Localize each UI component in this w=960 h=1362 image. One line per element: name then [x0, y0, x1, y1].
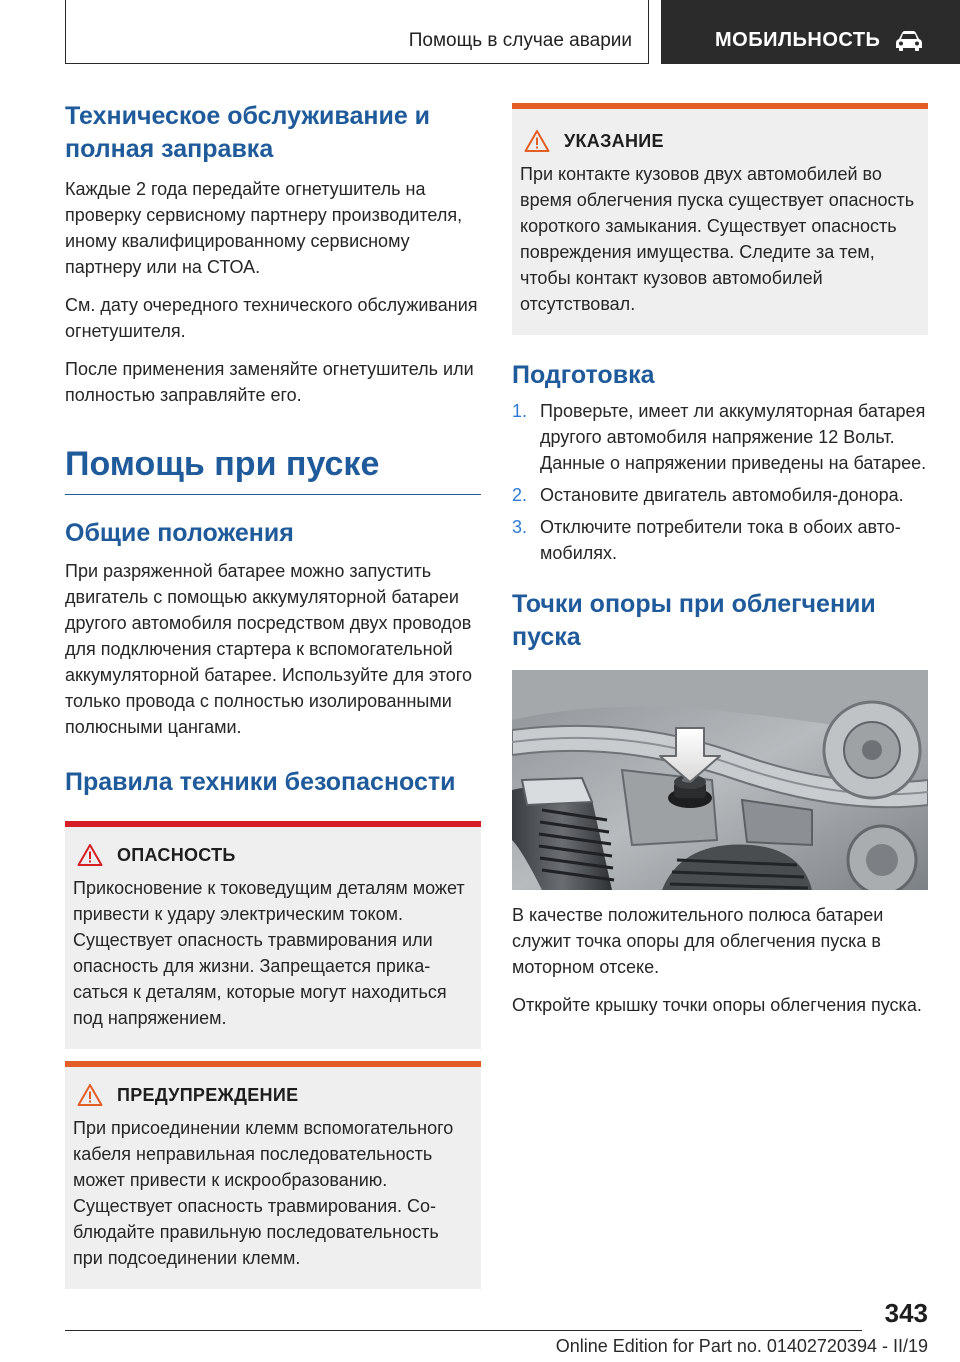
jump-start-heading: Помощь при пуске — [65, 442, 481, 495]
notice-title: УКАЗАНИЕ — [564, 130, 664, 151]
header-chapter-box — [65, 0, 649, 64]
warning-triangle-icon — [524, 129, 550, 153]
jump-points-paragraph-2: Откройте крышку точки опоры облегчения пуска. — [512, 995, 922, 1015]
right-column — [512, 103, 928, 1018]
list-item — [512, 514, 928, 566]
footer-divider — [65, 1330, 862, 1331]
danger-title: ОПАСНОСТЬ — [117, 844, 236, 865]
warning-text: При присоединении клемм вспомогательного кабеля неправильная последовательность может привести к искрообразованию. Существует опасность травмирования. Соблюдайте правильную последовательность при подсоединении клемм. — [73, 1118, 454, 1268]
list-item — [512, 398, 928, 476]
header-section-title: МОБИЛЬНОСТЬ — [715, 29, 881, 51]
preparation-steps — [512, 398, 928, 566]
header-section-box — [661, 0, 960, 64]
notice-box — [512, 103, 928, 335]
general-heading: Общие положения — [65, 519, 294, 547]
danger-text: Прикосновение к токоведущим деталям может привести к удару электрическим током. Существует опасность травмирования или опасность для жизни. Запрещается прикасаться к деталям, которые могут находиться под напряжением. — [73, 878, 465, 1028]
jump-points-paragraph-1: В качестве положительного полюса батареи служит точка опоры для облегчения пуска в моторном отсеке. — [512, 905, 884, 977]
maintenance-heading: Техническое обслуживание и полная заправка — [65, 102, 431, 163]
header-chapter-title: Помощь в случае аварии — [408, 30, 632, 51]
engine-bay-photo — [512, 670, 928, 890]
step-number: 2. — [512, 485, 528, 505]
jump-points-heading: Точки опоры при облегчении пуска — [512, 590, 876, 651]
step-text: Остановите двигатель автомобиля-донора. — [540, 485, 904, 505]
warning-triangle-icon — [77, 1083, 103, 1107]
warning-title: ПРЕДУПРЕЖДЕНИЕ — [117, 1084, 299, 1105]
step-text: Проверьте, имеет ли аккумуляторная батарея другого автомобиля напряжение 12 Вольт. Данные о напряжении приведены на батарее. — [540, 401, 927, 473]
step-text: Отключите потребители тока в обоих автомобилях. — [540, 517, 901, 563]
list-item — [512, 482, 928, 508]
footer-edition: Online Edition for Part no. 01402720394 - II/19 — [555, 1336, 928, 1356]
warning-triangle-icon — [77, 843, 103, 867]
step-number: 3. — [512, 517, 528, 537]
step-number: 1. — [512, 401, 528, 421]
maintenance-paragraph-1: Каждые 2 года передайте огнетушитель на проверку сервисному партнеру производителя, иному квалифицированному сервисному партнеру или на СТОА. — [65, 179, 463, 277]
maintenance-paragraph-3: После применения заменяйте огнетушитель или полностью заправляйте его. — [65, 359, 474, 405]
danger-box — [65, 821, 481, 1049]
warning-box — [65, 1061, 481, 1289]
maintenance-paragraph-2: См. дату очередного технического обслуживания огнетушителя. — [65, 295, 478, 341]
page-number: 343 — [884, 1298, 928, 1328]
preparation-heading: Подготовка — [512, 361, 655, 389]
general-paragraph: При разряженной батарее можно запустить двигатель с помощью аккумуляторной батареи другого автомобиля посредством двух проводов для подключения стартера к вспомогательной аккумуляторной батарее. Используйте для этого только провода с полностью изолированными полюсными цангами. — [65, 561, 472, 737]
left-column — [65, 100, 481, 1289]
notice-text: При контакте кузовов двух автомобилей во время облегчения пуска существует опасность короткого замыкания. Существует опасность повреждения имущества. Следите за тем, чтобы контакт кузовов автомобилей отсутствовал. — [520, 164, 915, 314]
car-icon — [894, 30, 924, 52]
safety-heading: Правила техники безопасности — [65, 768, 456, 796]
